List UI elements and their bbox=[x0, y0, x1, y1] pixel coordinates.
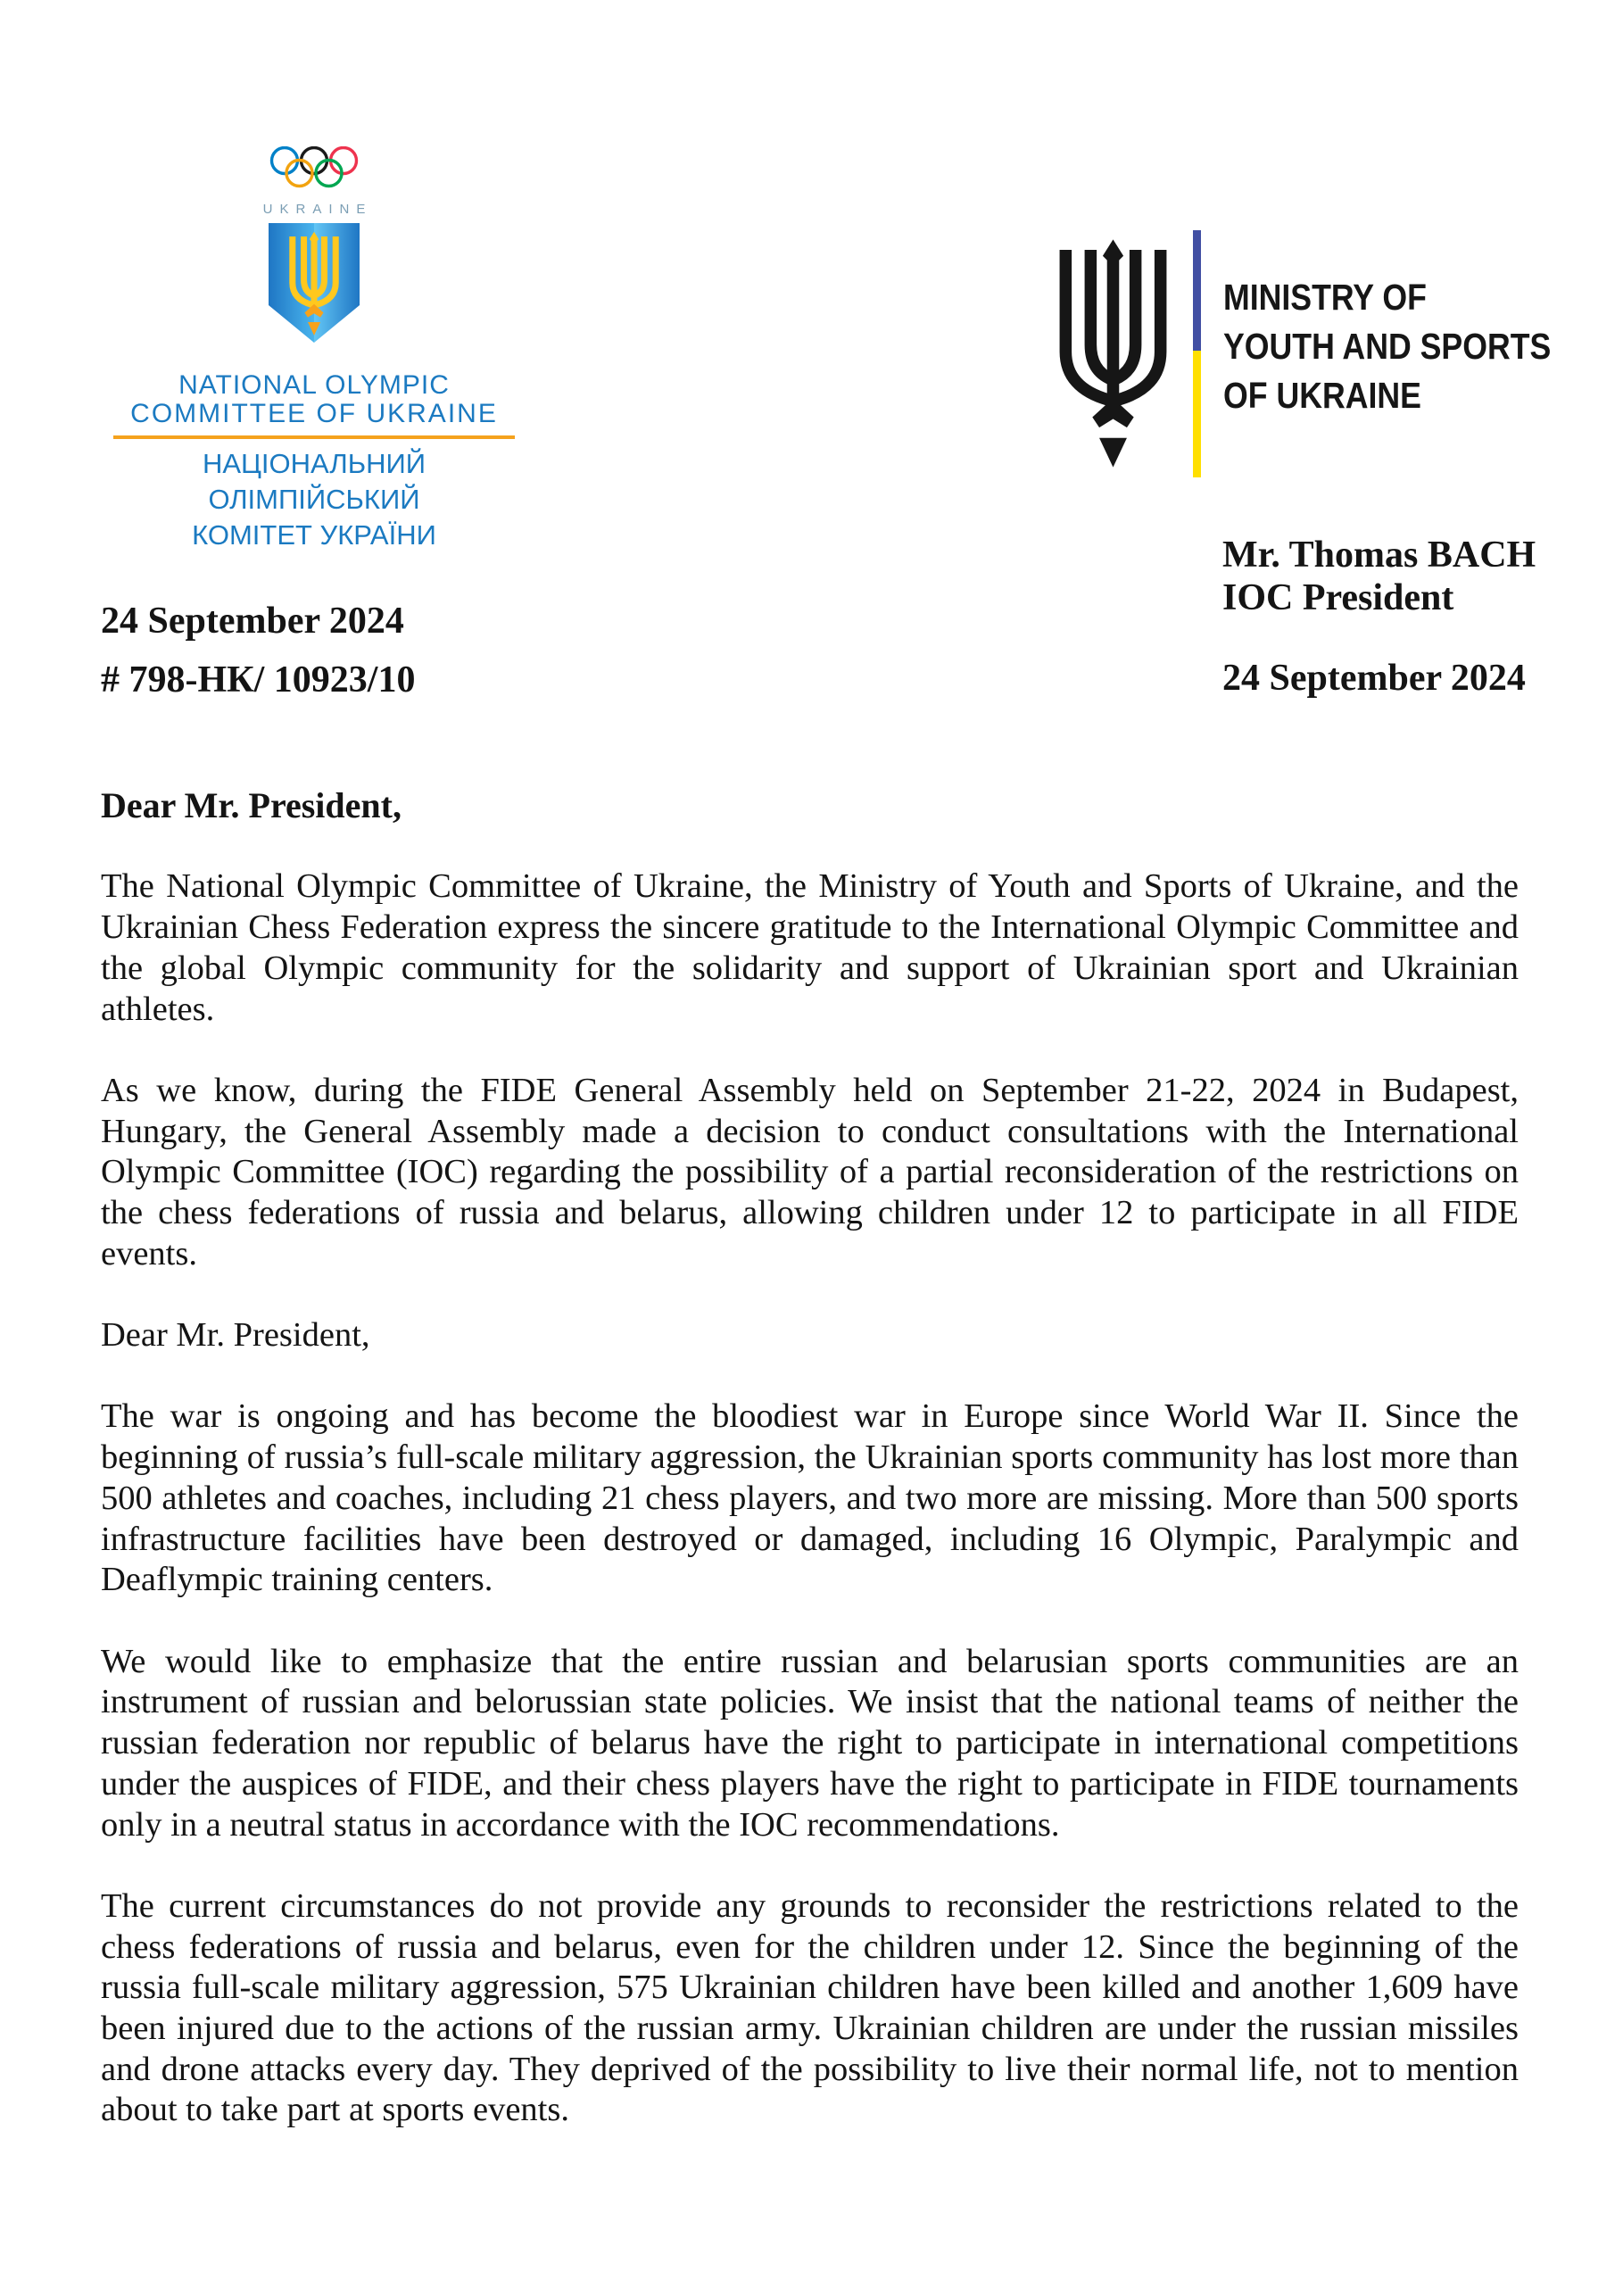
reference-date: 24 September 2024 bbox=[101, 601, 404, 642]
paragraph: The current circumstances do not provide any grounds to reconsider the restrictions related to the chess federations of russia and belarus, even for the children under 12. Since the beginning of the russia full-scale military aggression, 575 Ukrainian children have been killed and another 1,609 have been injured due to the actions of the russian army. Ukrainian children are under the russian missiles and drone attacks every day. They deprived of the possibility to live their normal life, not to mention about to take part at sports events. bbox=[101, 1886, 1519, 2129]
salutation-repeat: Dear Mr. President, bbox=[101, 1316, 370, 1355]
ministry-name-line1: MINISTRY OF bbox=[1223, 277, 1427, 318]
paragraph: We would like to emphasize that the entire russian and belarusian sports communities are an instrument of russian and belorussian state policies. We insist that the national teams of neither the russian federation nor republic of belarus have the right to participate in international competitions under the auspices of FIDE, and their chess players have the right to participate in FIDE tournaments only in a neutral status in accordance with the IOC recommendations. bbox=[101, 1642, 1519, 1844]
recipient-title: IOC President bbox=[1222, 577, 1454, 618]
olympic-rings-icon bbox=[269, 146, 359, 189]
noc-logo bbox=[113, 146, 515, 553]
reference-number: # 798-НК/ 10923/10 bbox=[101, 659, 416, 700]
noc-shield-icon bbox=[267, 221, 361, 346]
letter-date: 24 September 2024 bbox=[1222, 658, 1526, 699]
ministry-trident-icon bbox=[1048, 234, 1178, 473]
ministry-flag-bar bbox=[1193, 230, 1201, 477]
letter-body bbox=[101, 785, 1519, 2172]
ministry-name-line3: OF UKRAINE bbox=[1223, 375, 1421, 416]
flag-bar-yellow bbox=[1193, 351, 1201, 477]
noc-name-ua-line1: НАЦІОНАЛЬНИЙ ОЛІМПІЙСЬКИЙ bbox=[202, 448, 426, 515]
paragraph: The war is ongoing and has become the bloodiest war in Europe since World War II. Since the beginning of russia’s full-scale military aggression, the Ukrainian sports community has lost more than 500 athletes and coaches, including 21 chess players, and two more are missing. More than 500 sports infrastructure facilities have been destroyed or damaged, including 16 Olympic, Paralympic and Deaflympic training centers. bbox=[101, 1397, 1519, 1599]
reference-block bbox=[101, 600, 415, 701]
noc-country-caption: UKRAINE bbox=[262, 202, 373, 217]
noc-name-en-line2: COMMITTEE OF UKRAINE bbox=[130, 399, 498, 428]
noc-name-ua-line2: КОМІТЕТ УКРАЇНИ bbox=[192, 519, 436, 551]
paragraph: The National Olympic Committee of Ukraine, the Ministry of Youth and Sports of Ukraine, and the Ukrainian Chess Federation express the sincere gratitude to the International Olympic Committee and the global Olympic community for the solidarity and support of Ukrainian sport and Ukrainian athletes. bbox=[101, 867, 1519, 1028]
ministry-name-line2: YOUTH AND SPORTS bbox=[1223, 326, 1552, 367]
paragraph: As we know, during the FIDE General Assembly held on September 21-22, 2024 in Budapest, Hungary, the General Assembly made a decision to conduct consultations with the International Olympic Committee (IOC) regarding the possibility of a partial reconsideration of the restrictions on the chess federations of russia and belarus, allowing children under 12 to participate in all FIDE events. bbox=[101, 1071, 1519, 1272]
recipient-name: Mr. Thomas BACH bbox=[1222, 535, 1536, 576]
recipient-block bbox=[1222, 534, 1536, 700]
salutation: Dear Mr. President, bbox=[101, 785, 402, 825]
ministry-name bbox=[1223, 273, 1551, 420]
noc-divider-line bbox=[113, 435, 515, 439]
flag-bar-blue bbox=[1193, 230, 1201, 351]
noc-name-en-line1: NATIONAL OLYMPIC bbox=[178, 370, 450, 400]
